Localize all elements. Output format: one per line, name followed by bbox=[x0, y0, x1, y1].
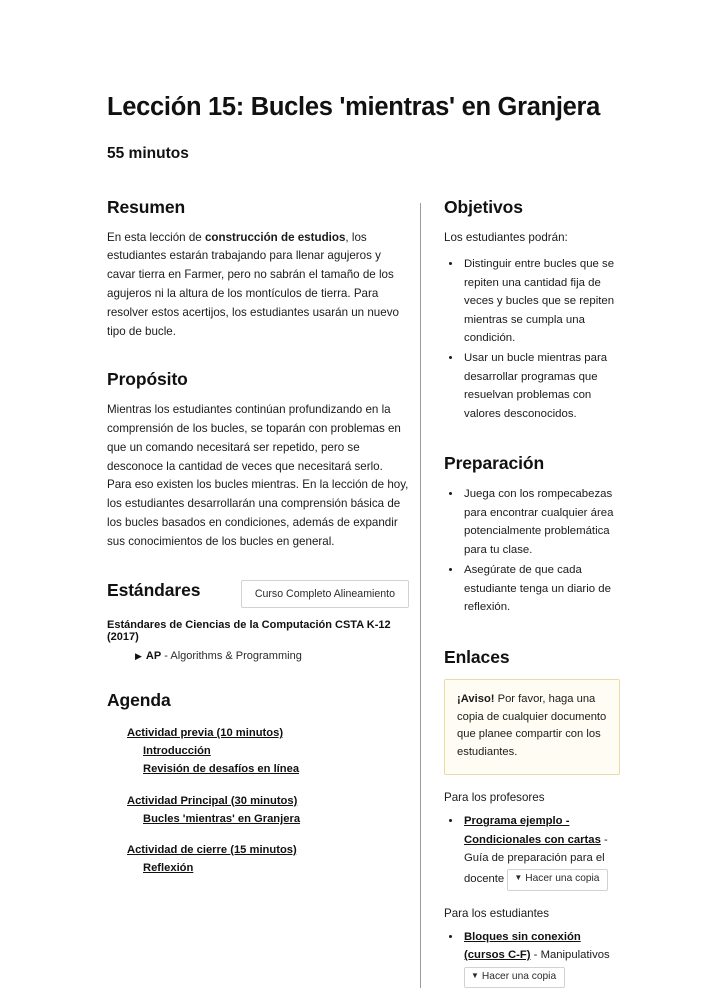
objetivos-list bbox=[444, 255, 620, 423]
left-column bbox=[107, 197, 409, 878]
section-heading-proposito: Propósito bbox=[107, 369, 188, 390]
standard-description: - Algorithms & Programming bbox=[164, 650, 302, 663]
right-column bbox=[421, 197, 620, 988]
resource-link[interactable]: Programa ejemplo - Condicionales con cartas bbox=[464, 815, 601, 846]
resource-description: - Guía de preparación para el docente bbox=[464, 833, 608, 886]
section-heading-enlaces: Enlaces bbox=[444, 646, 510, 667]
list-item bbox=[462, 812, 620, 891]
agenda-group bbox=[107, 841, 409, 877]
section-heading-estandares: Estándares bbox=[107, 579, 201, 600]
list-item: • Asegúrate de que cada estudiante tenga un diario de reflexión. bbox=[462, 561, 620, 616]
notice-text bbox=[457, 691, 607, 763]
notice-body: Por favor, haga una copia de cualquier documento que planee compartir con los estudiantes. bbox=[457, 692, 607, 759]
section-heading-objetivos: Objetivos bbox=[444, 196, 523, 217]
preparacion-list bbox=[444, 485, 620, 616]
objetivos-lead: Los estudiantes podrán: bbox=[444, 230, 568, 244]
section-heading-preparacion: Preparación bbox=[444, 453, 545, 474]
resumen-bold-term: construcción de estudios bbox=[204, 230, 346, 244]
content-columns bbox=[107, 197, 620, 988]
student-links-list bbox=[444, 928, 620, 988]
agenda-activity-link[interactable]: Actividad previa (10 minutos) bbox=[127, 727, 284, 740]
make-a-copy-button[interactable] bbox=[507, 869, 608, 891]
chevron-down-icon: ▼ bbox=[471, 970, 479, 980]
resource-description: - Manipulativos bbox=[530, 949, 610, 962]
resumen-text bbox=[107, 229, 409, 342]
lesson-duration: 55 minutos bbox=[107, 144, 189, 162]
agenda-activity-link[interactable]: Actividad de cierre (15 minutos) bbox=[127, 843, 297, 856]
notice-label: ¡Aviso! bbox=[457, 692, 495, 705]
agenda-subitem-link[interactable]: Introducción bbox=[143, 745, 211, 758]
links-subhead-teachers: Para los profesores bbox=[444, 791, 545, 805]
links-subhead-students: Para los estudiantes bbox=[444, 906, 550, 920]
teacher-links-list bbox=[444, 812, 620, 891]
agenda-group bbox=[107, 792, 409, 828]
list-item: • Juega con los rompecabezas para encontrar cualquier área potencialmente problemática para tu clase. bbox=[462, 485, 620, 559]
section-heading-resumen: Resumen bbox=[107, 196, 186, 217]
list-item: • Distinguir entre bucles que se repiten una cantidad fija de veces y bucles que se repiten mientras se cumpla una condición. bbox=[462, 255, 620, 347]
agenda-subitem-link[interactable]: Reflexión bbox=[143, 861, 194, 874]
section-heading-agenda: Agenda bbox=[107, 690, 171, 711]
standards-header-row bbox=[107, 580, 409, 609]
resource-link[interactable]: Bloques sin conexión (cursos C-F) bbox=[464, 930, 581, 962]
make-a-copy-label: Hacer una copia bbox=[481, 970, 557, 982]
standards-framework-label: Estándares de Ciencias de la Computación CSTA K-12 (2017) bbox=[107, 619, 391, 644]
list-item bbox=[462, 928, 620, 988]
resumen-text-part2: , los estudiantes estarán trabajando para llenar agujeros y cavar tierra en Farmer, pero no sabrán el tamaño de los agujeros ni la altura de los montículos de tierra. Para resolver estos acertijos, los estudiantes usarán un nuevo tipo de bucle. bbox=[107, 230, 399, 338]
page-title: Lección 15: Bucles 'mientras' en Granjera bbox=[107, 93, 601, 121]
course-alignment-button[interactable]: Curso Completo Alineamiento bbox=[241, 580, 409, 609]
agenda-subitem-link[interactable]: Revisión de desafíos en línea bbox=[143, 763, 300, 776]
notice-callout bbox=[444, 679, 620, 776]
resumen-text-part1: En esta lección de bbox=[107, 230, 205, 244]
list-item: • Usar un bucle mientras para desarrollar programas que resuelvan problemas con valores desconocidos. bbox=[462, 349, 620, 423]
standard-code: AP bbox=[145, 650, 162, 663]
make-a-copy-button[interactable] bbox=[464, 967, 565, 988]
proposito-text: Mientras los estudiantes continúan profundizando en la comprensión de los bucles, se toparán con problemas en que un comando necesitará ser repetido, pero se desconoce la cantidad de veces que necesitará serlo. Para eso existen los bucles mientras. En la lección de hoy, los estudiantes desarrollarán una comprensión básica de los bucles basados en condiciones, además de expandir sus conocimientos de los bucles en general. bbox=[107, 403, 409, 548]
standard-item-ap[interactable] bbox=[135, 650, 409, 662]
chevron-down-icon: ▼ bbox=[514, 873, 523, 883]
agenda-activity-link[interactable]: Actividad Principal (30 minutos) bbox=[127, 794, 298, 807]
agenda-subitem-link[interactable]: Bucles 'mientras' en Granjera bbox=[143, 812, 301, 825]
make-a-copy-label: Hacer una copia bbox=[525, 873, 600, 885]
triangle-right-icon: ▶ bbox=[135, 651, 142, 662]
agenda-group bbox=[107, 724, 409, 778]
